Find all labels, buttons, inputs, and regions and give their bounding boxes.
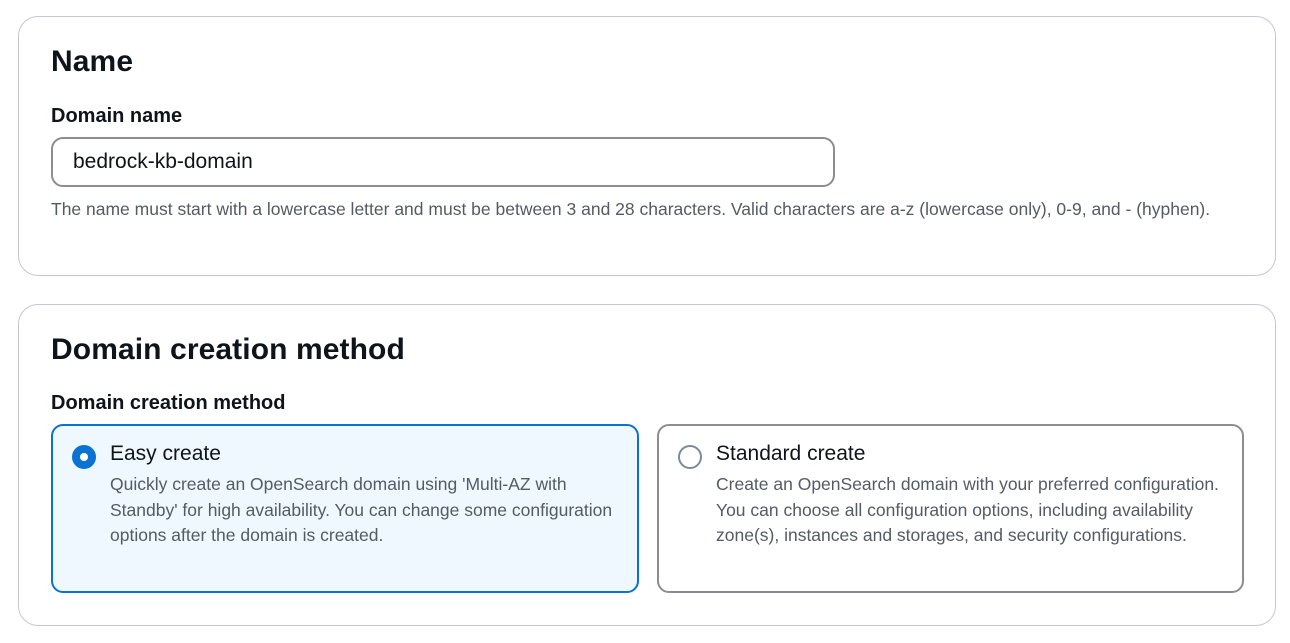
easy-create-tile[interactable] [51,424,639,593]
domain-creation-method-label: Domain creation method [51,392,286,414]
standard-create-title: Standard create [716,442,866,465]
easy-create-title: Easy create [110,442,221,465]
standard-create-description: Create an OpenSearch domain with your preferred configuration. You can choose all configuration options, including availability zone(s), instances and storages, and security configurations. [716,474,1219,545]
section-title-domain-creation-method: Domain creation method [51,333,405,366]
standard-create-tile[interactable] [657,424,1244,593]
domain-creation-method-section [18,304,1276,626]
domain-name-label: Domain name [51,105,183,127]
domain-name-input[interactable] [51,137,835,187]
section-title-name: Name [51,45,134,78]
domain-name-hint: The name must start with a lowercase letter and must be between 3 and 28 characters. Valid characters are a-z (lowercase only), 0-9, and - (hyphen). [51,199,1211,219]
standard-create-radio[interactable] [678,445,702,469]
easy-create-radio[interactable] [72,445,96,469]
name-section [18,16,1276,276]
easy-create-description: Quickly create an OpenSearch domain using 'Multi-AZ with Standby' for high availability. You can change some configuration options after the domain is created. [110,474,613,545]
